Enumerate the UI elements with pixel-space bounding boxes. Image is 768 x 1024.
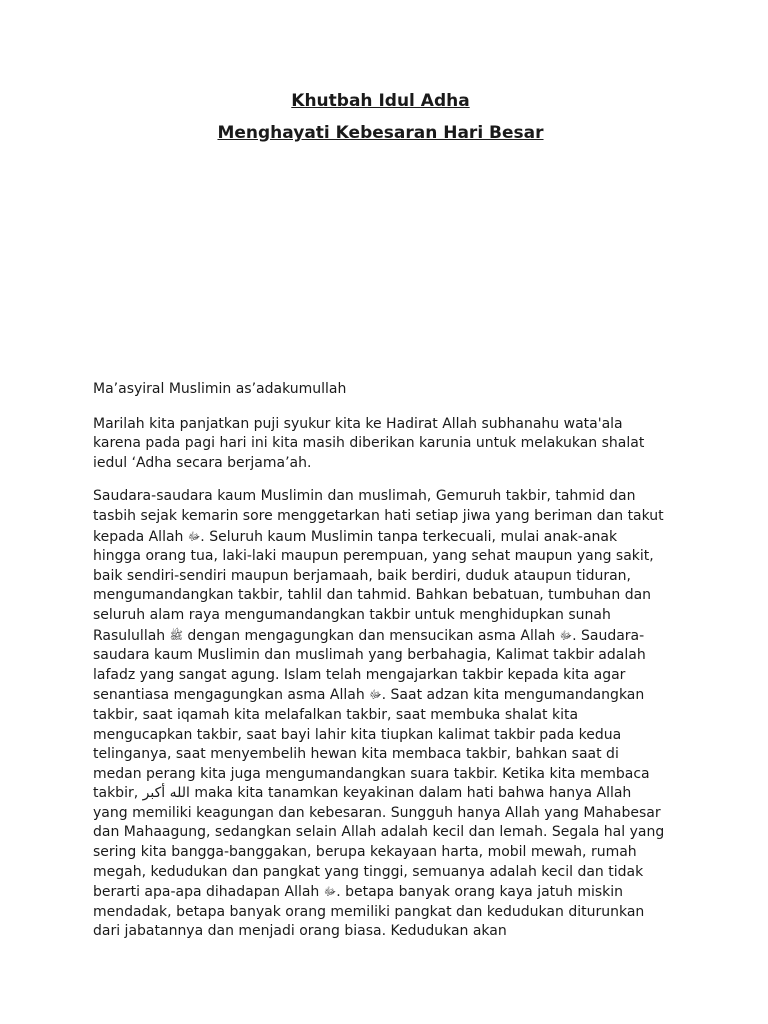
salawat-glyph: ﷺ [169, 628, 183, 642]
paragraph-text: . Saudara-saudara kaum Muslimin dan muslimah yang berbahagia, Kalimat takbir adalah lafadz yang sangat agung. Islam telah mengajarkan takbir kepada kita agar senantiasa mengagungkan asma Allah [93, 627, 646, 704]
paragraph-text: maka kita tanamkan keyakinan dalam hati bahwa hanya Allah yang memiliki keagungan dan kebesaran. Sungguh hanya Allah yang Mahabesar dan Mahaagung, sedangkan selain Allah adalah kecil dan lemah. Segala hal yang sering kita bangga-banggakan, berupa kekayaan harta, mobil mewah, rumah megah, kedudukan dan pangkat yang tinggi, semuanya adalah kecil dan tidak berarti apa-apa dihadapan Allah [93, 785, 665, 901]
arabic-opening-passage [93, 200, 668, 276]
paragraph-text: . Saat adzan kita mengumandangkan takbir, saat iqamah kita melafalkan takbir, saat membuka shalat kita mengucapkan takbir, saat bayi lahir kita tiupkan kalimat takbir pada kedua telinganya, saat menyembelih hewan kita membaca takbir, bahkan saat di medan perang kita juga mengumandangkan suara takbir. Ketika kita membaca takbir, [93, 687, 650, 802]
paragraph-text: Saudara-saudara kaum Muslimin dan muslimah, Gemuruh takbir, tahmid dan tasbih sejak kemarin sore menggetarkan hati setiap jiwa yang beriman dan takut kepada Allah [93, 488, 664, 545]
paragraph-text: . betapa banyak orang kaya jatuh miskin mendadak, betapa banyak orang memiliki pangkat dan kedudukan diturunkan dari jabatannya dan menjadi orang biasa. Kedudukan akan [93, 884, 645, 940]
arabic-salawat-passage [93, 292, 668, 330]
jalla-jalaluhu-glyph: ﷻ [323, 885, 337, 899]
paragraph-gratitude: Marilah kita panjatkan puji syukur kita ke Hadirat Allah subhanahu wata'ala karena pada pagi hari ini kita masih diberikan karunia untuk melakukan shalat iedul ‘Adha secara berjama’ah. [93, 415, 645, 471]
jalla-jalaluhu-glyph: ﷻ [559, 628, 573, 642]
document-subtitle: Menghayati Kebesaran Hari Besar [217, 123, 544, 143]
allahu-akbar-inline: الله أكبر [142, 785, 190, 802]
paragraph-text: . Seluruh kaum Muslimin tanpa terkecuali, mulai anak-anak hingga orang tua, laki-laki maupun perempuan, yang sehat maupun yang sakit, baik sendiri-sendiri maupun berjamaah, baik berdiri, duduk ataupun tiduran, mengumandangkan takbir, tahlil dan tahmid. Bahkan bebatuan, tumbuhan dan seluruh alam raya mengumandangkan takbir untuk menghidupkan sunah Rasulullah [93, 528, 654, 644]
jalla-jalaluhu-glyph: ﷻ [187, 529, 201, 543]
paragraph-takbir [93, 487, 668, 942]
greeting-line: Ma’asyiral Muslimin as’adakumullah [93, 381, 347, 397]
jalla-jalaluhu-glyph: ﷻ [369, 688, 382, 702]
document-title: Khutbah Idul Adha [291, 91, 470, 111]
paragraph-text: dengan mengagungkan dan mensucikan asma Allah [187, 627, 556, 644]
